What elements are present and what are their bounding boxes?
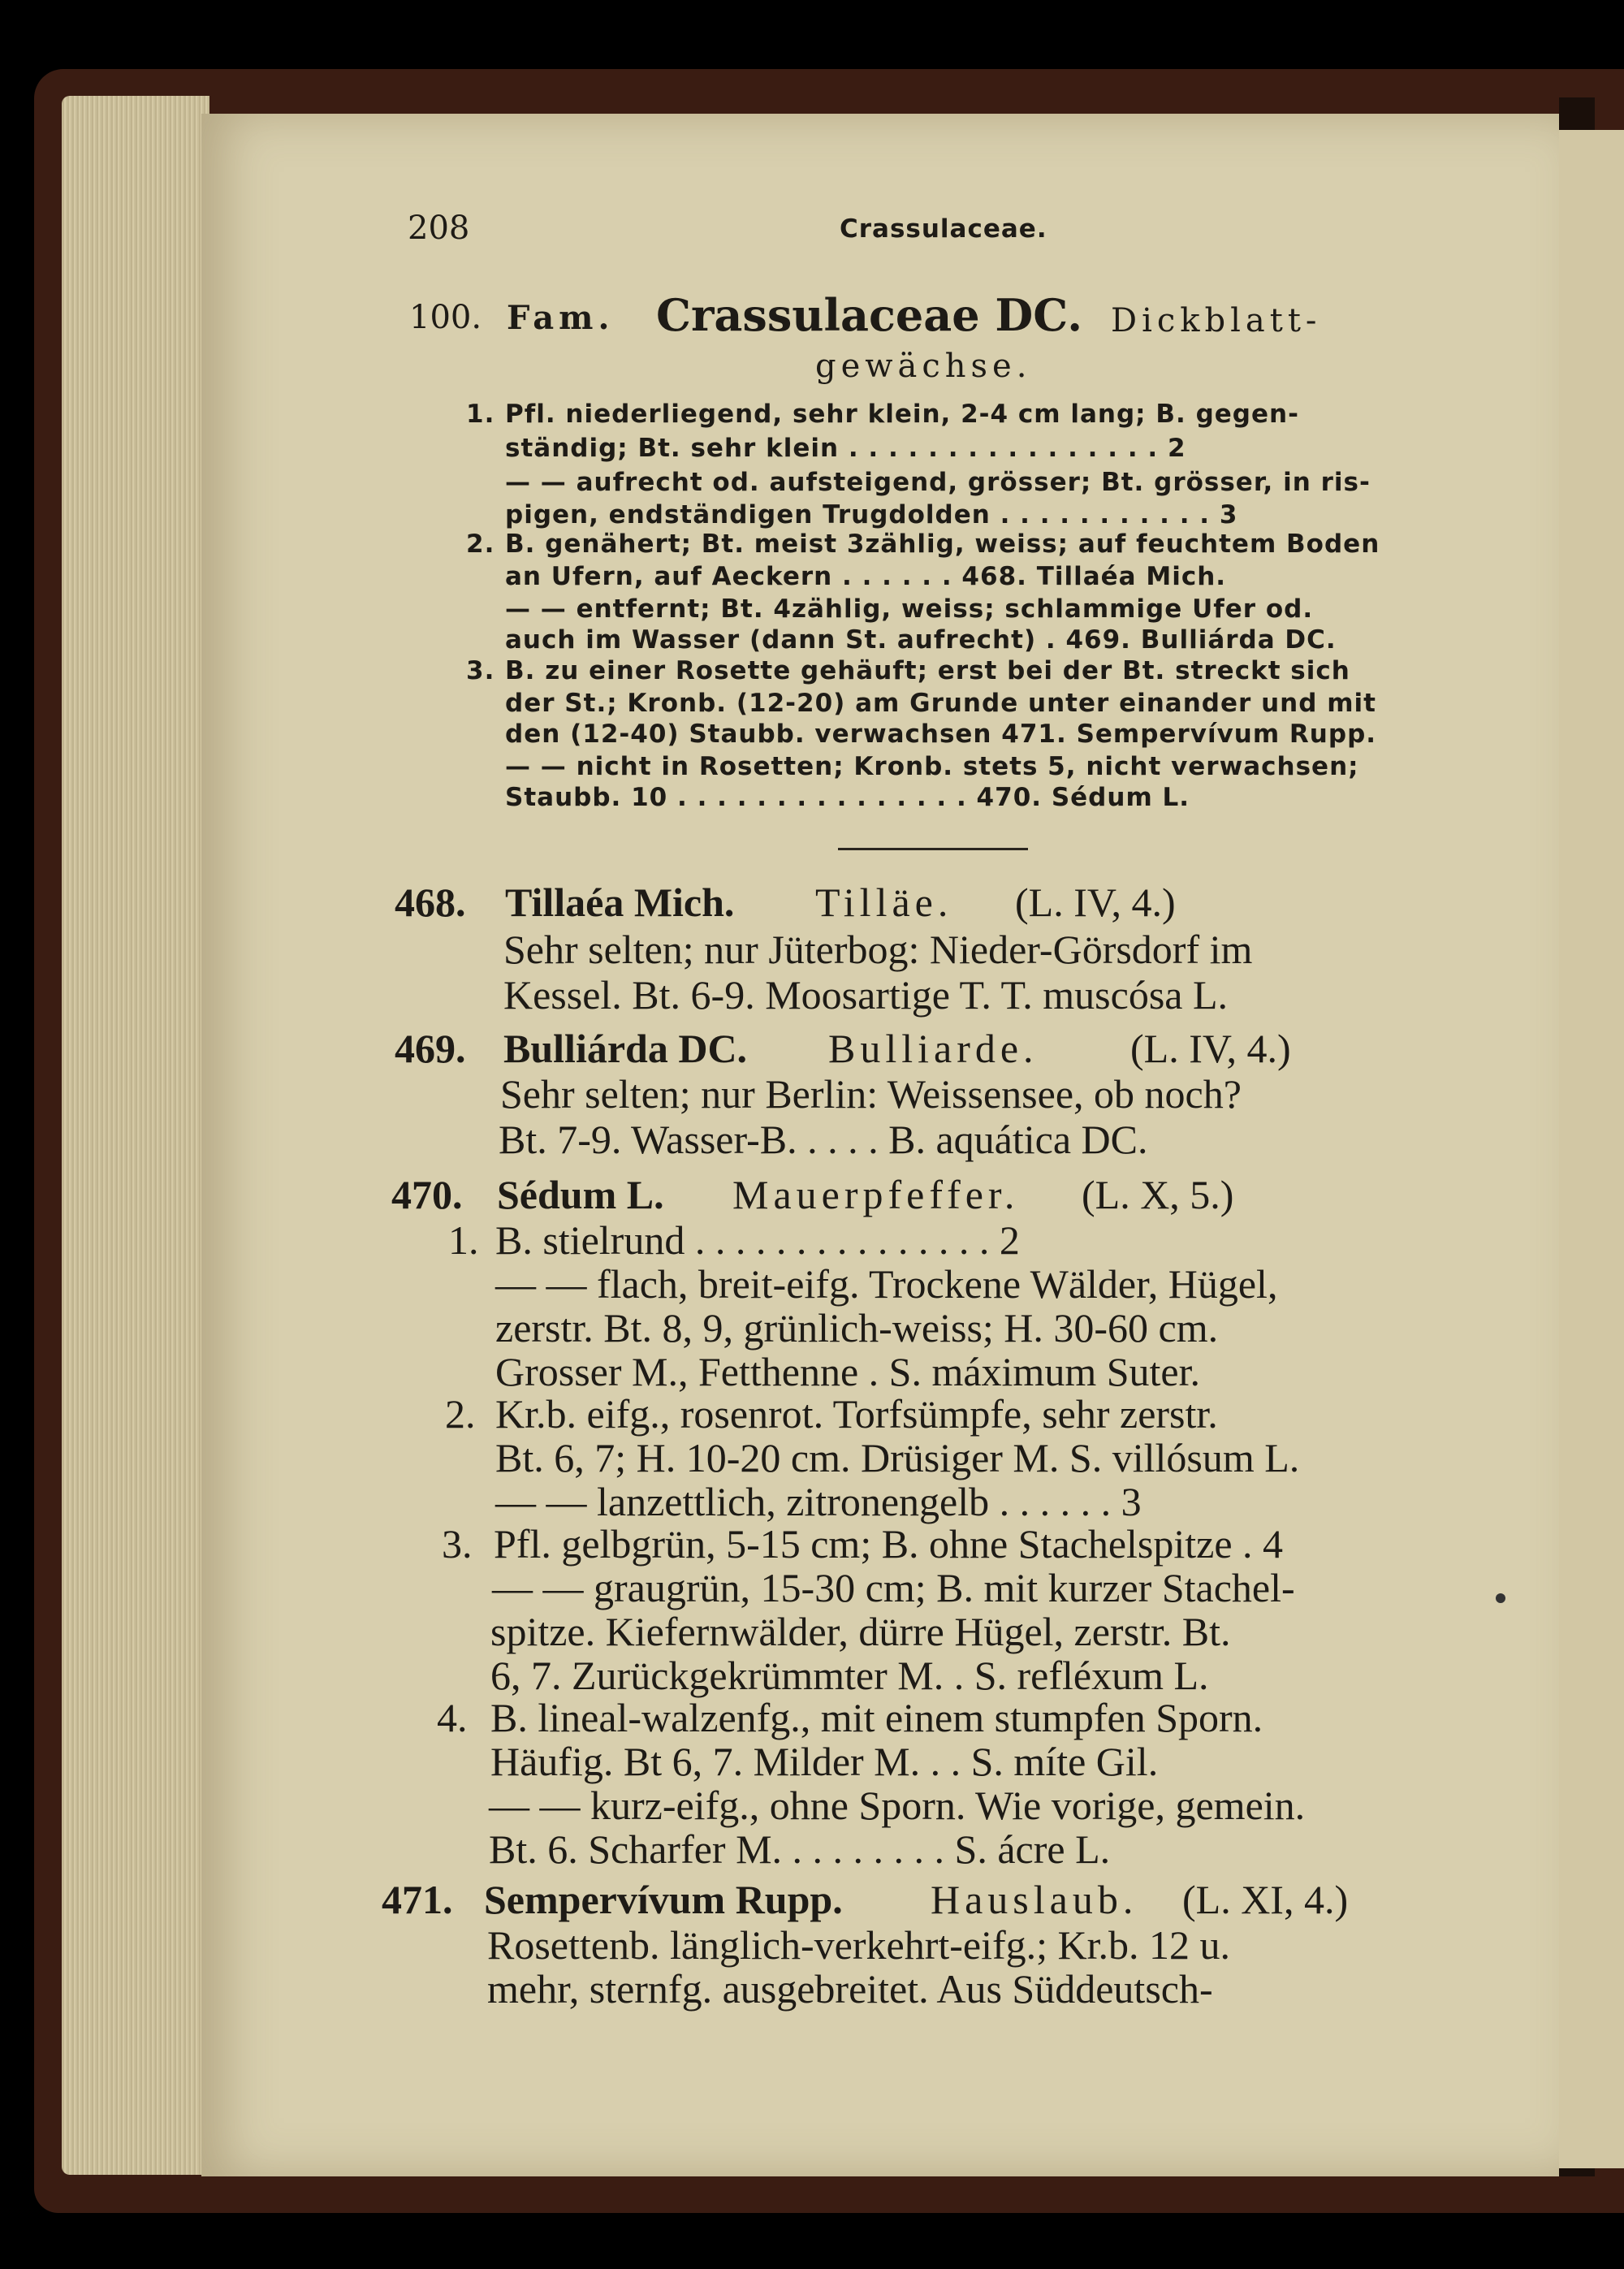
genus-linnaean-ref: (L. IV, 4.) xyxy=(1130,1026,1291,1071)
couplet-number: 3. xyxy=(442,1521,473,1567)
key-line: Staubb. 10 . . . . . . . . . . . . . . . 470. Sédum L. xyxy=(505,783,1190,812)
genus-line: mehr, sternfg. ausgebreitet. Aus Süddeutsch- xyxy=(487,1966,1213,2012)
key-line: — — entfernt; Bt. 4zählig, weiss; schlammige Ufer od. xyxy=(505,594,1314,624)
genus-line: Grosser M., Fetthenne . S. máximum Suter. xyxy=(495,1349,1200,1394)
family-label: Fam. xyxy=(507,299,615,337)
genus-line: Sehr selten; nur Berlin: Weissensee, ob noch? xyxy=(500,1071,1242,1117)
key-num: 3. xyxy=(466,656,495,685)
key-line: an Ufern, auf Aeckern . . . . . . 468. Tillaéa Mich. xyxy=(505,562,1227,591)
key-line: der St.; Kronb. (12-20) am Grunde unter einander und mit xyxy=(505,689,1376,718)
genus-line: — — flach, breit-eifg. Trockene Wälder, Hügel, xyxy=(495,1261,1278,1307)
genus-name: Sédum L. xyxy=(497,1172,664,1217)
genus-number: 470. xyxy=(391,1172,463,1217)
key-line: pigen, endständigen Trugdolden . . . . . . . . . . . 3 xyxy=(505,500,1238,529)
couplet-number: 4. xyxy=(437,1695,468,1740)
genus-line: B. lineal-walzenfg., mit einem stumpfen Sporn. xyxy=(490,1695,1263,1740)
genus-line: B. stielrund . . . . . . . . . . . . . . . 2 xyxy=(495,1217,1020,1263)
genus-line: Bt. 6, 7; H. 10-20 cm. Drüsiger M. S. villósum L. xyxy=(495,1435,1300,1480)
genus-line: Bt. 7-9. Wasser-B. . . . . B. aquática DC. xyxy=(499,1117,1148,1162)
genus-line: — — lanzettlich, zitronengelb . . . . . . 3 xyxy=(495,1479,1142,1524)
key-num: 2. xyxy=(466,529,495,559)
genus-common: Mauerpfeffer. xyxy=(732,1172,1020,1217)
genus-name: Bulliárda DC. xyxy=(503,1026,748,1071)
key-num: 1. xyxy=(466,400,495,429)
genus-line: Bt. 6. Scharfer M. . . . . . . . . S. ácre L. xyxy=(489,1826,1111,1872)
genus-line: Rosettenb. länglich-verkehrt-eifg.; Kr.b. 12 u. xyxy=(487,1922,1231,1968)
key-line: — — nicht in Rosetten; Kronb. stets 5, nicht verwachsen; xyxy=(505,752,1359,781)
genus-line: Kessel. Bt. 6-9. Moosartige T. T. muscósa L. xyxy=(503,972,1229,1018)
genus-common: Bulliarde. xyxy=(828,1026,1039,1071)
key-line: — — aufrecht od. aufsteigend, grösser; Bt. grösser, in ris- xyxy=(505,468,1371,497)
section-divider xyxy=(838,848,1028,850)
couplet-number: 1. xyxy=(448,1217,479,1263)
genus-line: Pfl. gelbgrün, 5-15 cm; B. ohne Stachelspitze . 4 xyxy=(494,1521,1284,1567)
genus-name: Tillaéa Mich. xyxy=(505,880,735,925)
page-number: 208 xyxy=(408,210,470,247)
key-line: B. genähert; Bt. meist 3zählig, weiss; auf feuchtem Boden xyxy=(505,529,1380,559)
running-title: Crassulaceae. xyxy=(840,214,1047,244)
ink-speck xyxy=(1496,1593,1505,1603)
family-number: 100. xyxy=(409,299,482,336)
genus-common: Hauslaub. xyxy=(931,1877,1138,1922)
family-common-1: Dickblatt- xyxy=(1111,302,1322,339)
couplet-number: 2. xyxy=(445,1391,476,1437)
genus-linnaean-ref: (L. IV, 4.) xyxy=(1015,880,1176,925)
page-edges xyxy=(62,96,209,2175)
genus-number: 468. xyxy=(395,880,466,925)
key-line: den (12-40) Staubb. verwachsen 471. Sempervívum Rupp. xyxy=(505,720,1377,749)
genus-number: 471. xyxy=(382,1877,453,1922)
genus-linnaean-ref: (L. X, 5.) xyxy=(1082,1172,1234,1217)
genus-linnaean-ref: (L. XI, 4.) xyxy=(1182,1877,1349,1922)
genus-line: — — kurz-eifg., ohne Sporn. Wie vorige, gemein. xyxy=(489,1783,1306,1828)
genus-line: Häufig. Bt 6, 7. Milder M. . . S. míte Gil. xyxy=(490,1739,1159,1784)
facing-page xyxy=(1557,130,1624,2168)
genus-line: 6, 7. Zurückgekrümmter M. . S. refléxum L. xyxy=(490,1653,1209,1698)
genus-line: — — graugrün, 15-30 cm; B. mit kurzer Stachel- xyxy=(492,1565,1295,1610)
genus-line: Sehr selten; nur Jüterbog: Nieder-Görsdorf im xyxy=(503,927,1253,972)
genus-name: Sempervívum Rupp. xyxy=(484,1877,843,1922)
genus-line: zerstr. Bt. 8, 9, grünlich-weiss; H. 30-60 cm. xyxy=(495,1305,1219,1351)
family-name: Crassulaceae DC. xyxy=(656,289,1083,341)
key-line: auch im Wasser (dann St. aufrecht) . 469. Bulliárda DC. xyxy=(505,625,1337,655)
key-line: Pfl. niederliegend, sehr klein, 2-4 cm lang; B. gegen- xyxy=(505,400,1299,429)
genus-number: 469. xyxy=(395,1026,466,1071)
family-common-2: gewächse. xyxy=(815,348,1032,385)
genus-line: spitze. Kiefernwälder, dürre Hügel, zerstr. Bt. xyxy=(490,1609,1231,1654)
key-line: ständig; Bt. sehr klein . . . . . . . . . . . . . . . . 2 xyxy=(505,434,1186,463)
genus-common: Tilläe. xyxy=(815,880,953,925)
key-line: B. zu einer Rosette gehäuft; erst bei der Bt. streckt sich xyxy=(505,656,1350,685)
genus-line: Kr.b. eifg., rosenrot. Torfsümpfe, sehr zerstr. xyxy=(495,1391,1218,1437)
